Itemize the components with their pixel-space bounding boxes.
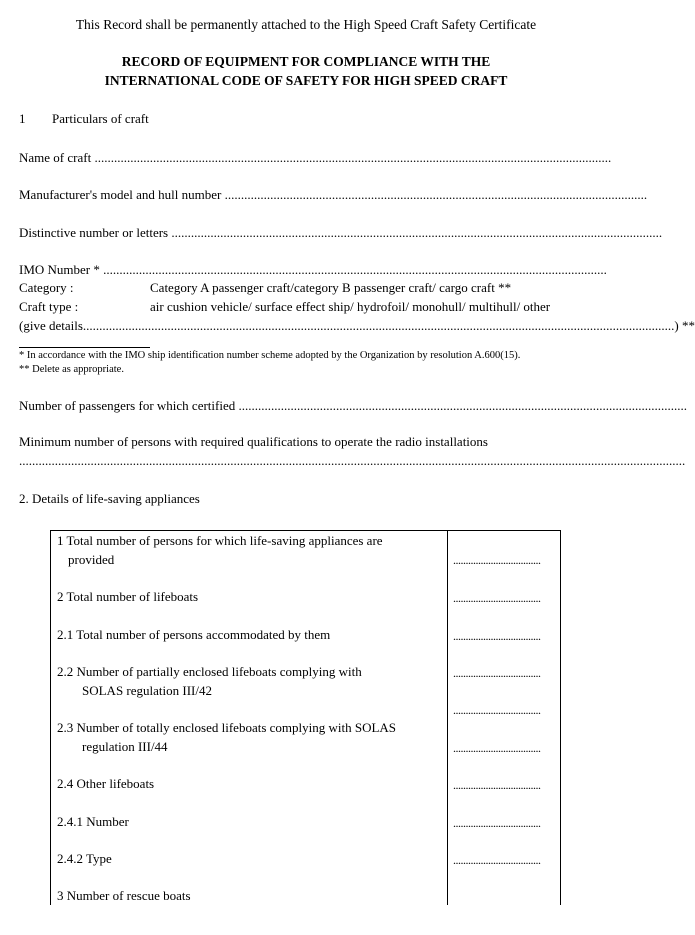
name-of-craft-label: Name of craft [19,150,92,165]
manufacturer-model-label: Manufacturer's model and hull number [19,187,222,202]
other-number-value-field[interactable]: ................................... [453,816,541,830]
manufacturer-model-field[interactable]: Manufacturer's model and hull number .................................................................................................................................. [19,187,648,202]
category-label: Category : [19,280,74,295]
table-row-other-number: 2.4.1 Number [57,814,129,829]
row-label: 2.3 Number of totally enclosed lifeboats complying with SOLAS [57,720,397,735]
craft-type-options: air cushion vehicle/ surface effect ship/ hydrofoil/ monohull/ multihull/ other [150,299,551,314]
table-row-rescue-boats: 3 Number of rescue boats [57,888,191,903]
radio-personnel-field[interactable]: ............................................................................................................................................................................................................. [19,453,686,468]
table-row-persons-accommodated: 2.1 Total number of persons accommodated by them [57,627,331,642]
imo-number-label: IMO Number * [19,262,100,277]
radio-personnel-label: Minimum number of persons with required qualifications to operate the radio installations [19,434,488,449]
section-2-heading: 2. Details of life-saving appliances [19,491,200,506]
other-type-value-field[interactable]: ................................... [453,853,541,867]
partially-enclosed-value-field-2[interactable]: ................................... [453,703,541,717]
row-label-continued: provided [68,552,115,567]
section-1-number: 1 [19,111,26,126]
table-row-totally-enclosed [57,720,396,755]
document-title-line-2: INTERNATIONAL CODE OF SAFETY FOR HIGH SPEED CRAFT [104,73,508,88]
partially-enclosed-value-field[interactable]: ................................... [453,666,541,680]
give-details-label: (give details [19,318,83,333]
section-1-heading [19,111,149,127]
row-label-continued: SOLAS regulation III/42 [82,683,212,698]
table-row-total-persons [57,533,383,568]
give-details-dots: ...................................................................................................................................................................................... [82,318,675,333]
table-column-divider [447,531,448,905]
imo-number-field[interactable]: IMO Number * ........................................................................................................................................................... [19,262,607,277]
craft-type-label: Craft type : [19,299,79,314]
table-row-other-type: 2.4.2 Type [57,851,112,866]
table-row-total-lifeboats: 2 Total number of lifeboats [57,589,199,604]
other-lifeboats-value-field[interactable]: ................................... [453,778,541,792]
passengers-certified-field[interactable]: Number of passengers for which certified .......................................................................................................................................... [19,398,687,413]
name-of-craft-field[interactable]: Name of craft ............................................................................................................................................................... [19,150,612,165]
footnote-imo: * In accordance with the IMO ship identification number scheme adopted by the Organization by resolution A.600(15). [19,350,521,361]
header-note: This Record shall be permanently attached to the High Speed Craft Safety Certificate [75,17,537,32]
totally-enclosed-value-field[interactable]: ................................... [453,741,541,755]
row-label: 2.2 Number of partially enclosed lifeboats complying with [57,664,362,679]
give-details-field[interactable] [19,318,695,334]
total-lifeboats-value-field[interactable]: ................................... [453,591,541,605]
section-1-title: Particulars of craft [52,111,149,126]
total-persons-value-field[interactable]: ................................... [453,553,541,567]
table-row-partially-enclosed [57,664,362,699]
passengers-certified-label: Number of passengers for which certified [19,398,236,413]
row-label-continued: regulation III/44 [82,739,168,754]
life-saving-appliances-table [50,530,561,905]
persons-accommodated-value-field[interactable]: ................................... [453,629,541,643]
footnote-delete: ** Delete as appropriate. [19,364,124,375]
distinctive-number-label: Distinctive number or letters [19,225,169,240]
category-options: Category A passenger craft/category B passenger craft/ cargo craft ** [150,280,512,295]
give-details-suffix: ) ** [674,318,695,333]
footnote-divider [19,347,150,348]
row-label: 1 Total number of persons for which life-saving appliances are [57,533,383,548]
distinctive-number-field[interactable]: Distinctive number or letters ....................................................................................................................................................... [19,225,663,240]
table-row-other-lifeboats: 2.4 Other lifeboats [57,776,155,791]
document-title-line-1: RECORD OF EQUIPMENT FOR COMPLIANCE WITH THE [121,54,491,69]
